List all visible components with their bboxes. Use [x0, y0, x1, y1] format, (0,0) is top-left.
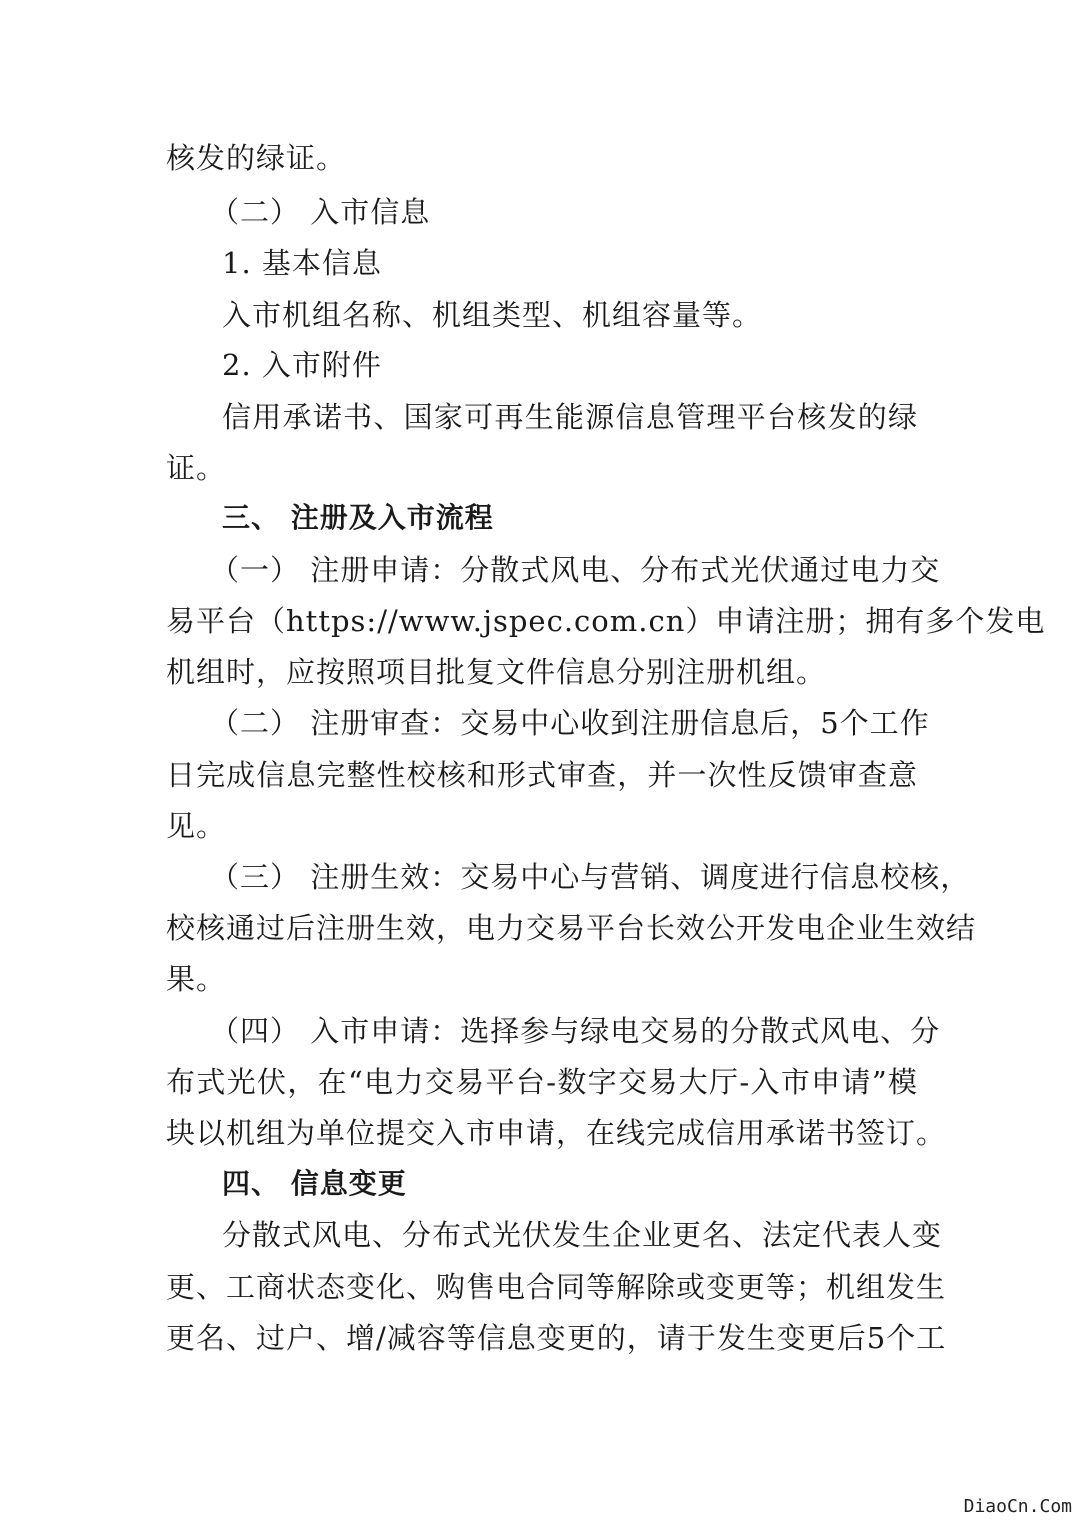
section-heading: 三、 注册及入市流程	[222, 501, 494, 534]
paragraph-line: 块以机组为单位提交入市申请，在线完成信用承诺书签订。	[166, 1116, 947, 1150]
paragraph-line: 机组时，应按照项目批复文件信息分别注册机组。	[166, 655, 827, 689]
paragraph-line: 分散式风电、分布式光伏发生企业更名、法定代表人变	[222, 1218, 943, 1252]
paragraph-line: 日完成信息完整性校核和形式审查，并一次性反馈审查意	[166, 758, 918, 792]
item-heading: 1. 基本信息	[222, 246, 382, 280]
paragraph-line: （四） 入市申请：选择参与绿电交易的分散式风电、分	[210, 1014, 941, 1048]
paragraph-line: （二） 注册审查：交易中心收到注册信息后，5个工作	[210, 706, 930, 740]
paragraph-line: （一） 注册申请：分散式风电、分布式光伏通过电力交	[210, 553, 941, 587]
paragraph-line: 入市机组名称、机组类型、机组容量等。	[222, 298, 763, 332]
paragraph-line: 校核通过后注册生效，电力交易平台长效公开发电企业生效结	[166, 911, 977, 945]
paragraph-line: 更、工商状态变化、购售电合同等解除或变更等；机组发生	[166, 1270, 947, 1304]
paragraph-line: 易平台（https://www.jspec.com.cn）申请注册；拥有多个发电	[166, 604, 1046, 638]
paragraph-line: 信用承诺书、国家可再生能源信息管理平台核发的绿	[222, 400, 918, 434]
paragraph-line: 核发的绿证。	[166, 141, 347, 175]
paragraph-line: 见。	[166, 809, 227, 843]
subsection-heading: （二） 入市信息	[210, 195, 431, 229]
item-heading: 2. 入市附件	[222, 348, 382, 382]
paragraph-line: 更名、过户、增/减容等信息变更的，请于发生变更后5个工	[166, 1321, 947, 1355]
paragraph-line: （三） 注册生效：交易中心与营销、调度进行信息校核，	[210, 860, 971, 894]
paragraph-line: 果。	[166, 962, 227, 996]
paragraph-line: 布式光伏，在“电力交易平台-数字交易大厅-入市申请”模	[166, 1065, 918, 1099]
paragraph-line: 证。	[166, 451, 227, 485]
watermark: DiaoCn.Com	[963, 1496, 1072, 1517]
section-heading: 四、 信息变更	[222, 1167, 407, 1200]
